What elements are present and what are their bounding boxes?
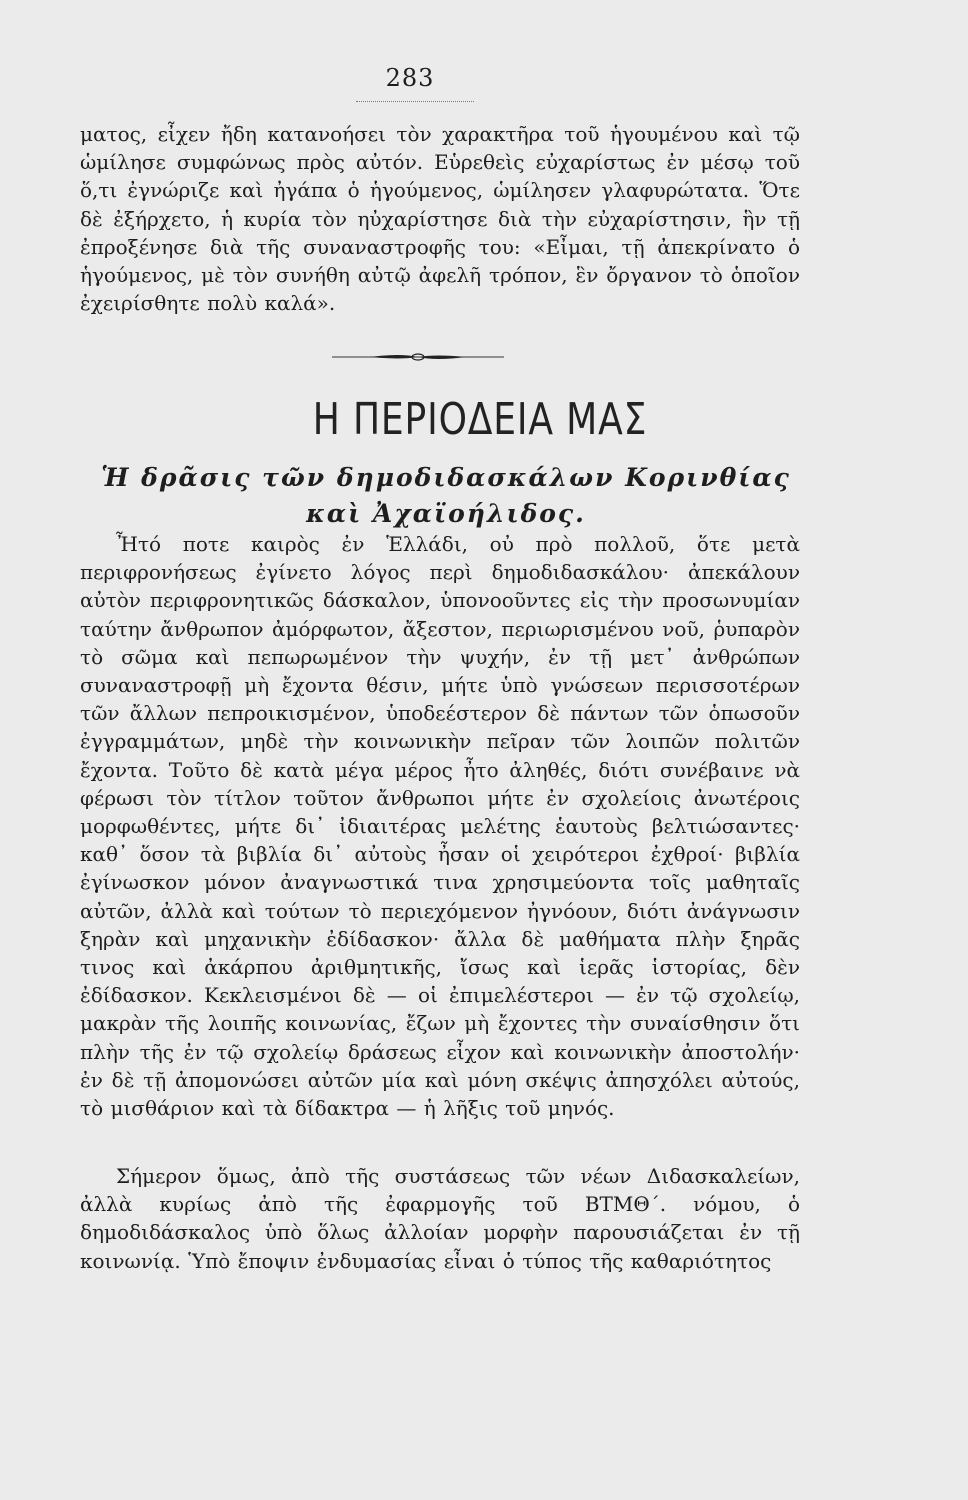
section-title: Η ΠΕΡΙΟΔΕΙΑ ΜΑΣ xyxy=(312,394,648,445)
body-paragraph-2: Σήμερον ὅμως, ἀπὸ τῆς συστάσεως τῶν νέων Διδασκαλείων, ἀλλὰ κυρίως ἀπὸ τῆς ἐφαρμογῆς τοῦ ΒΤΜΘ΄. νόμου, ὁ δημοδιδάσκαλος ὑπὸ ὅλως ἀλλοίαν μορφὴν παρουσιάζεται ἐν τῇ κοινωνίᾳ. Ὑπὸ ἔποψιν ἐνδυμασίας εἶναι ὁ τύπος τῆς καθαριότητος xyxy=(80,1164,800,1273)
section-divider-ornament xyxy=(330,352,506,362)
page-number: 283 xyxy=(385,64,435,92)
section-subtitle-line1: Ἡ δρᾶσις τῶν δημοδιδασκάλων Κορινθίας xyxy=(101,463,791,492)
body-paragraph-1: Ἦτό ποτε καιρὸς ἐν Ἑλλάδι, οὐ πρὸ πολλοῦ, ὅτε μετὰ περιφρονήσεως ἐγίνετο λόγος περὶ δημοδιδασκάλου· ἀπεκάλουν αὐτὸν περιφρονητικῶς δάσκαλον, ὑπονοοῦντες εἰς τὴν προσωνυμίαν ταύτην ἄνθρωπον ἀμόρφωτον, ἄξεστον, περιωρισμένου νοῦ, ῥυπαρὸν τὸ σῶμα καὶ πεπωρωμένον τὴν ψυχήν, ἐν τῇ μετ᾽ ἀνθρώπων συναναστροφῇ μὴ ἔχοντα θέσιν, μήτε ὑπὸ γνώσεων περισσοτέρων τῶν ἄλλων πεπροικισμένον, ὑποδεέστερον δὲ πάντων τῶν ὁπωσοῦν ἐγγραμμάτων, μηδὲ τὴν κοινωνικὴν πεῖραν τῶν λοιπῶν πολιτῶν ἔχοντα. Τοῦτο δὲ κατὰ μέγα μέρος ἦτο ἀληθές, διότι συνέβαινε νὰ φέρωσι τὸν τίτλον τοῦτον ἄνθρωποι μήτε ἐν σχολείοις ἀνωτέροις μορφωθέντες, μήτε δι᾽ ἰδιαιτέρας μελέτης ἑαυτοὺς βελτιώσαντες· καθ᾽ ὅσον τὰ βιβλία δι᾽ αὐτοὺς ἦσαν οἱ χειρότεροι ἐχθροί· βιβλία ἐγίνωσκον μόνον ἀναγνωστικά τινα χρησιμεύοντα τοῖς μαθηταῖς αὐτῶν, ἀλλὰ καὶ τούτων τὸ περιεχόμενον ἠγνόουν, διότι ἀνάγνωσιν ξηρὰν καὶ μηχανικὴν ἐδίδασκον· ἄλλα δὲ μαθήματα πλὴν ξηρᾶς τινος καὶ ἀκάρπου ἀριθμητικῆς, ἴσως καὶ ἱερᾶς ἱστορίας, δὲν ἐδίδασκον. Κεκλεισμένοι δὲ — οἱ ἐπιμελέστεροι — ἐν τῷ σχολείῳ, μακρὰν τῆς λοιπῆς κοινωνίας, ἔζων μὴ ἔχοντες τὴν συναίσθησιν ὅτι πλὴν τῆς ἐν τῷ σχολείῳ δράσεως εἶχον καὶ κοινωνικὴν ἀποστολήν· ἐν δὲ τῇ ἀπομονώσει αὐτῶν μία καὶ μόνη σκέψις ἀπησχόλει αὐτούς, τὸ μισθάριον καὶ τὰ δίδακτρα — ἡ λῆξις τοῦ μηνός. xyxy=(80,532,800,1121)
intro-paragraph: ματος, εἶχεν ἤδη κατανοήσει τὸν χαρακτῆρα τοῦ ἡγουμένου καὶ τῷ ὡμίλησε συμφώνως πρὸς αὐτόν. Εὑρεθεὶς εὐχαρίστως ἐν μέσῳ τοῦ ὅ,τι ἐγνώριζε καὶ ἠγάπα ὁ ἡγούμενος, ὡμίλησεν γλαφυρώτατα. Ὅτε δὲ ἐξήρχετο, ἡ κυρία τὸν ηὐχαρίστησε διὰ τὴν εὐχαρίστησιν, ἣν τῇ ἐπροξένησε διὰ τῆς συναναστροφῆς του: «Εἶμαι, τῇ ἀπεκρίνατο ὁ ἡγούμενος, μὲ τὸν συνήθη αὐτῷ ἀφελῆ τρόπον, ἓν ὄργανον τὸ ὁποῖον ἐχειρίσθητε πολὺ καλά». xyxy=(80,122,800,316)
section-subtitle-line2: καὶ Ἀχαϊοήλιδος. xyxy=(306,499,586,528)
page-number-rule xyxy=(356,101,474,102)
